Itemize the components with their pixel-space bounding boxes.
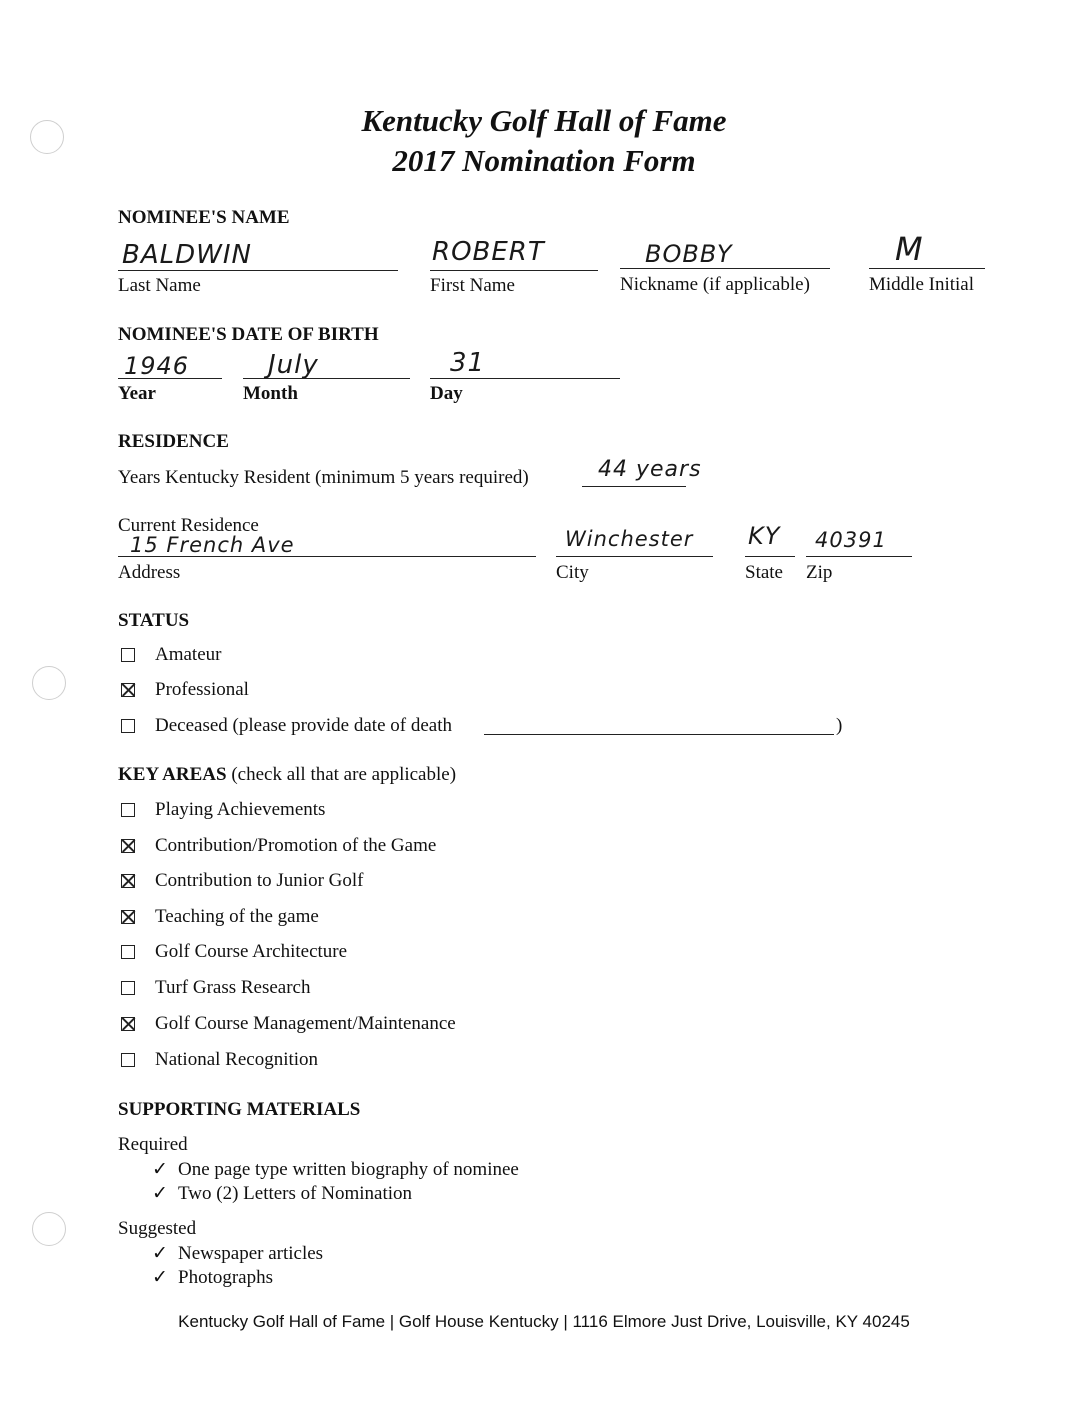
city-value: Winchester <box>565 527 694 551</box>
address-label: Address <box>118 562 181 583</box>
key-area-item[interactable] <box>118 1013 456 1035</box>
key-area-label: Teaching of the game <box>155 906 319 927</box>
nickname-label: Nickname (if applicable) <box>620 274 810 295</box>
dob-day-value: 31 <box>450 348 486 378</box>
key-area-label: Contribution/Promotion of the Game <box>155 835 437 856</box>
key-area-item[interactable] <box>118 977 311 999</box>
required-item-text: One page type written biography of nominee <box>178 1159 519 1180</box>
status-amateur[interactable] <box>118 644 221 666</box>
key-area-item[interactable] <box>118 941 347 963</box>
state-value: KY <box>748 522 781 550</box>
last-name-line <box>118 270 398 271</box>
first-name-value: ROBERT <box>432 237 545 267</box>
required-item <box>152 1182 412 1205</box>
address-line <box>118 556 536 557</box>
key-area-item[interactable] <box>118 835 436 857</box>
state-label: State <box>745 562 783 583</box>
status-deceased[interactable] <box>118 715 452 737</box>
checkmark-icon: ✓ <box>152 1267 168 1288</box>
nickname-value: BOBBY <box>645 240 733 268</box>
last-name-value: BALDWIN <box>122 240 252 270</box>
status-deceased-label: Deceased (please provide date of death <box>155 715 452 736</box>
suggested-label: Suggested <box>118 1218 197 1239</box>
key-area-label: Turf Grass Research <box>155 977 311 998</box>
key-areas-heading <box>118 764 456 786</box>
key-area-item[interactable] <box>118 799 325 821</box>
course-management-checkbox[interactable] <box>121 1017 135 1031</box>
deceased-checkbox[interactable] <box>121 719 135 733</box>
middle-initial-label: Middle Initial <box>869 274 975 295</box>
residence-heading: RESIDENCE <box>118 431 229 452</box>
current-residence-label: Current Residence <box>118 515 259 536</box>
date-of-death-line[interactable] <box>484 734 834 735</box>
dob-year-value: 1946 <box>124 352 190 380</box>
key-area-label: Contribution to Junior Golf <box>155 870 364 891</box>
status-amateur-label: Amateur <box>155 644 222 665</box>
key-area-item[interactable] <box>118 870 363 892</box>
junior-golf-checkbox[interactable] <box>121 874 135 888</box>
years-resident-label: Years Kentucky Resident (minimum 5 years required) <box>118 467 529 488</box>
required-label: Required <box>118 1134 188 1155</box>
first-name-label: First Name <box>430 275 515 296</box>
key-area-item[interactable] <box>118 906 319 928</box>
years-resident-value: 44 years <box>598 457 702 482</box>
key-areas-subtitle: (check all that are applicable) <box>231 764 457 785</box>
years-resident-line <box>582 486 686 487</box>
punch-hole-bottom <box>32 1212 66 1246</box>
footer-text: Kentucky Golf Hall of Fame | Golf House Kentucky | 1116 Elmore Just Drive, Louisville, KY 40245 <box>178 1312 910 1331</box>
architecture-checkbox[interactable] <box>121 945 135 959</box>
dob-day-label: Day <box>430 383 463 404</box>
teaching-checkbox[interactable] <box>121 910 135 924</box>
key-areas-title: KEY AREAS <box>118 764 227 785</box>
middle-initial-value: M <box>895 230 924 268</box>
key-area-label: Playing Achievements <box>155 799 326 820</box>
last-name-label: Last Name <box>118 275 201 296</box>
middle-initial-line <box>869 268 985 269</box>
key-area-label: Golf Course Management/Maintenance <box>155 1013 456 1034</box>
city-label: City <box>556 562 589 583</box>
checkmark-icon: ✓ <box>152 1243 168 1264</box>
required-item <box>152 1158 519 1181</box>
form-title: Kentucky Golf Hall of Fame <box>361 103 727 138</box>
status-professional[interactable] <box>118 679 249 701</box>
punch-hole-middle <box>32 666 66 700</box>
amateur-checkbox[interactable] <box>121 648 135 662</box>
supporting-heading: SUPPORTING MATERIALS <box>118 1099 361 1120</box>
national-recognition-checkbox[interactable] <box>121 1053 135 1067</box>
status-professional-label: Professional <box>155 679 249 700</box>
turf-grass-checkbox[interactable] <box>121 981 135 995</box>
nickname-line <box>620 268 830 269</box>
dob-month-line <box>243 378 410 379</box>
state-line <box>745 556 795 557</box>
key-area-label: National Recognition <box>155 1049 319 1070</box>
nominee-name-heading: NOMINEE'S NAME <box>118 207 290 228</box>
dob-day-line <box>430 378 620 379</box>
suggested-item <box>152 1266 273 1289</box>
zip-value: 40391 <box>815 528 887 552</box>
dob-year-label: Year <box>118 383 156 404</box>
suggested-item-text: Newspaper articles <box>178 1243 324 1264</box>
status-heading: STATUS <box>118 610 190 631</box>
city-line <box>556 556 713 557</box>
form-subtitle: 2017 Nomination Form <box>392 143 696 178</box>
zip-label: Zip <box>806 562 833 583</box>
zip-line <box>806 556 912 557</box>
suggested-item <box>152 1242 323 1265</box>
address-value: 15 French Ave <box>130 533 295 557</box>
dob-heading: NOMINEE'S DATE OF BIRTH <box>118 324 379 345</box>
suggested-item-text: Photographs <box>178 1267 273 1288</box>
contribution-promotion-checkbox[interactable] <box>121 839 135 853</box>
professional-checkbox[interactable] <box>121 683 135 697</box>
checkmark-icon: ✓ <box>152 1159 168 1180</box>
dob-year-line <box>118 378 222 379</box>
playing-achievements-checkbox[interactable] <box>121 803 135 817</box>
key-area-label: Golf Course Architecture <box>155 941 348 962</box>
key-area-item[interactable] <box>118 1049 318 1071</box>
first-name-line <box>430 270 598 271</box>
required-item-text: Two (2) Letters of Nomination <box>178 1183 413 1204</box>
dob-month-label: Month <box>243 383 298 404</box>
deceased-close-paren: ) <box>836 715 843 736</box>
checkmark-icon: ✓ <box>152 1183 168 1204</box>
dob-month-value: July <box>268 350 319 380</box>
